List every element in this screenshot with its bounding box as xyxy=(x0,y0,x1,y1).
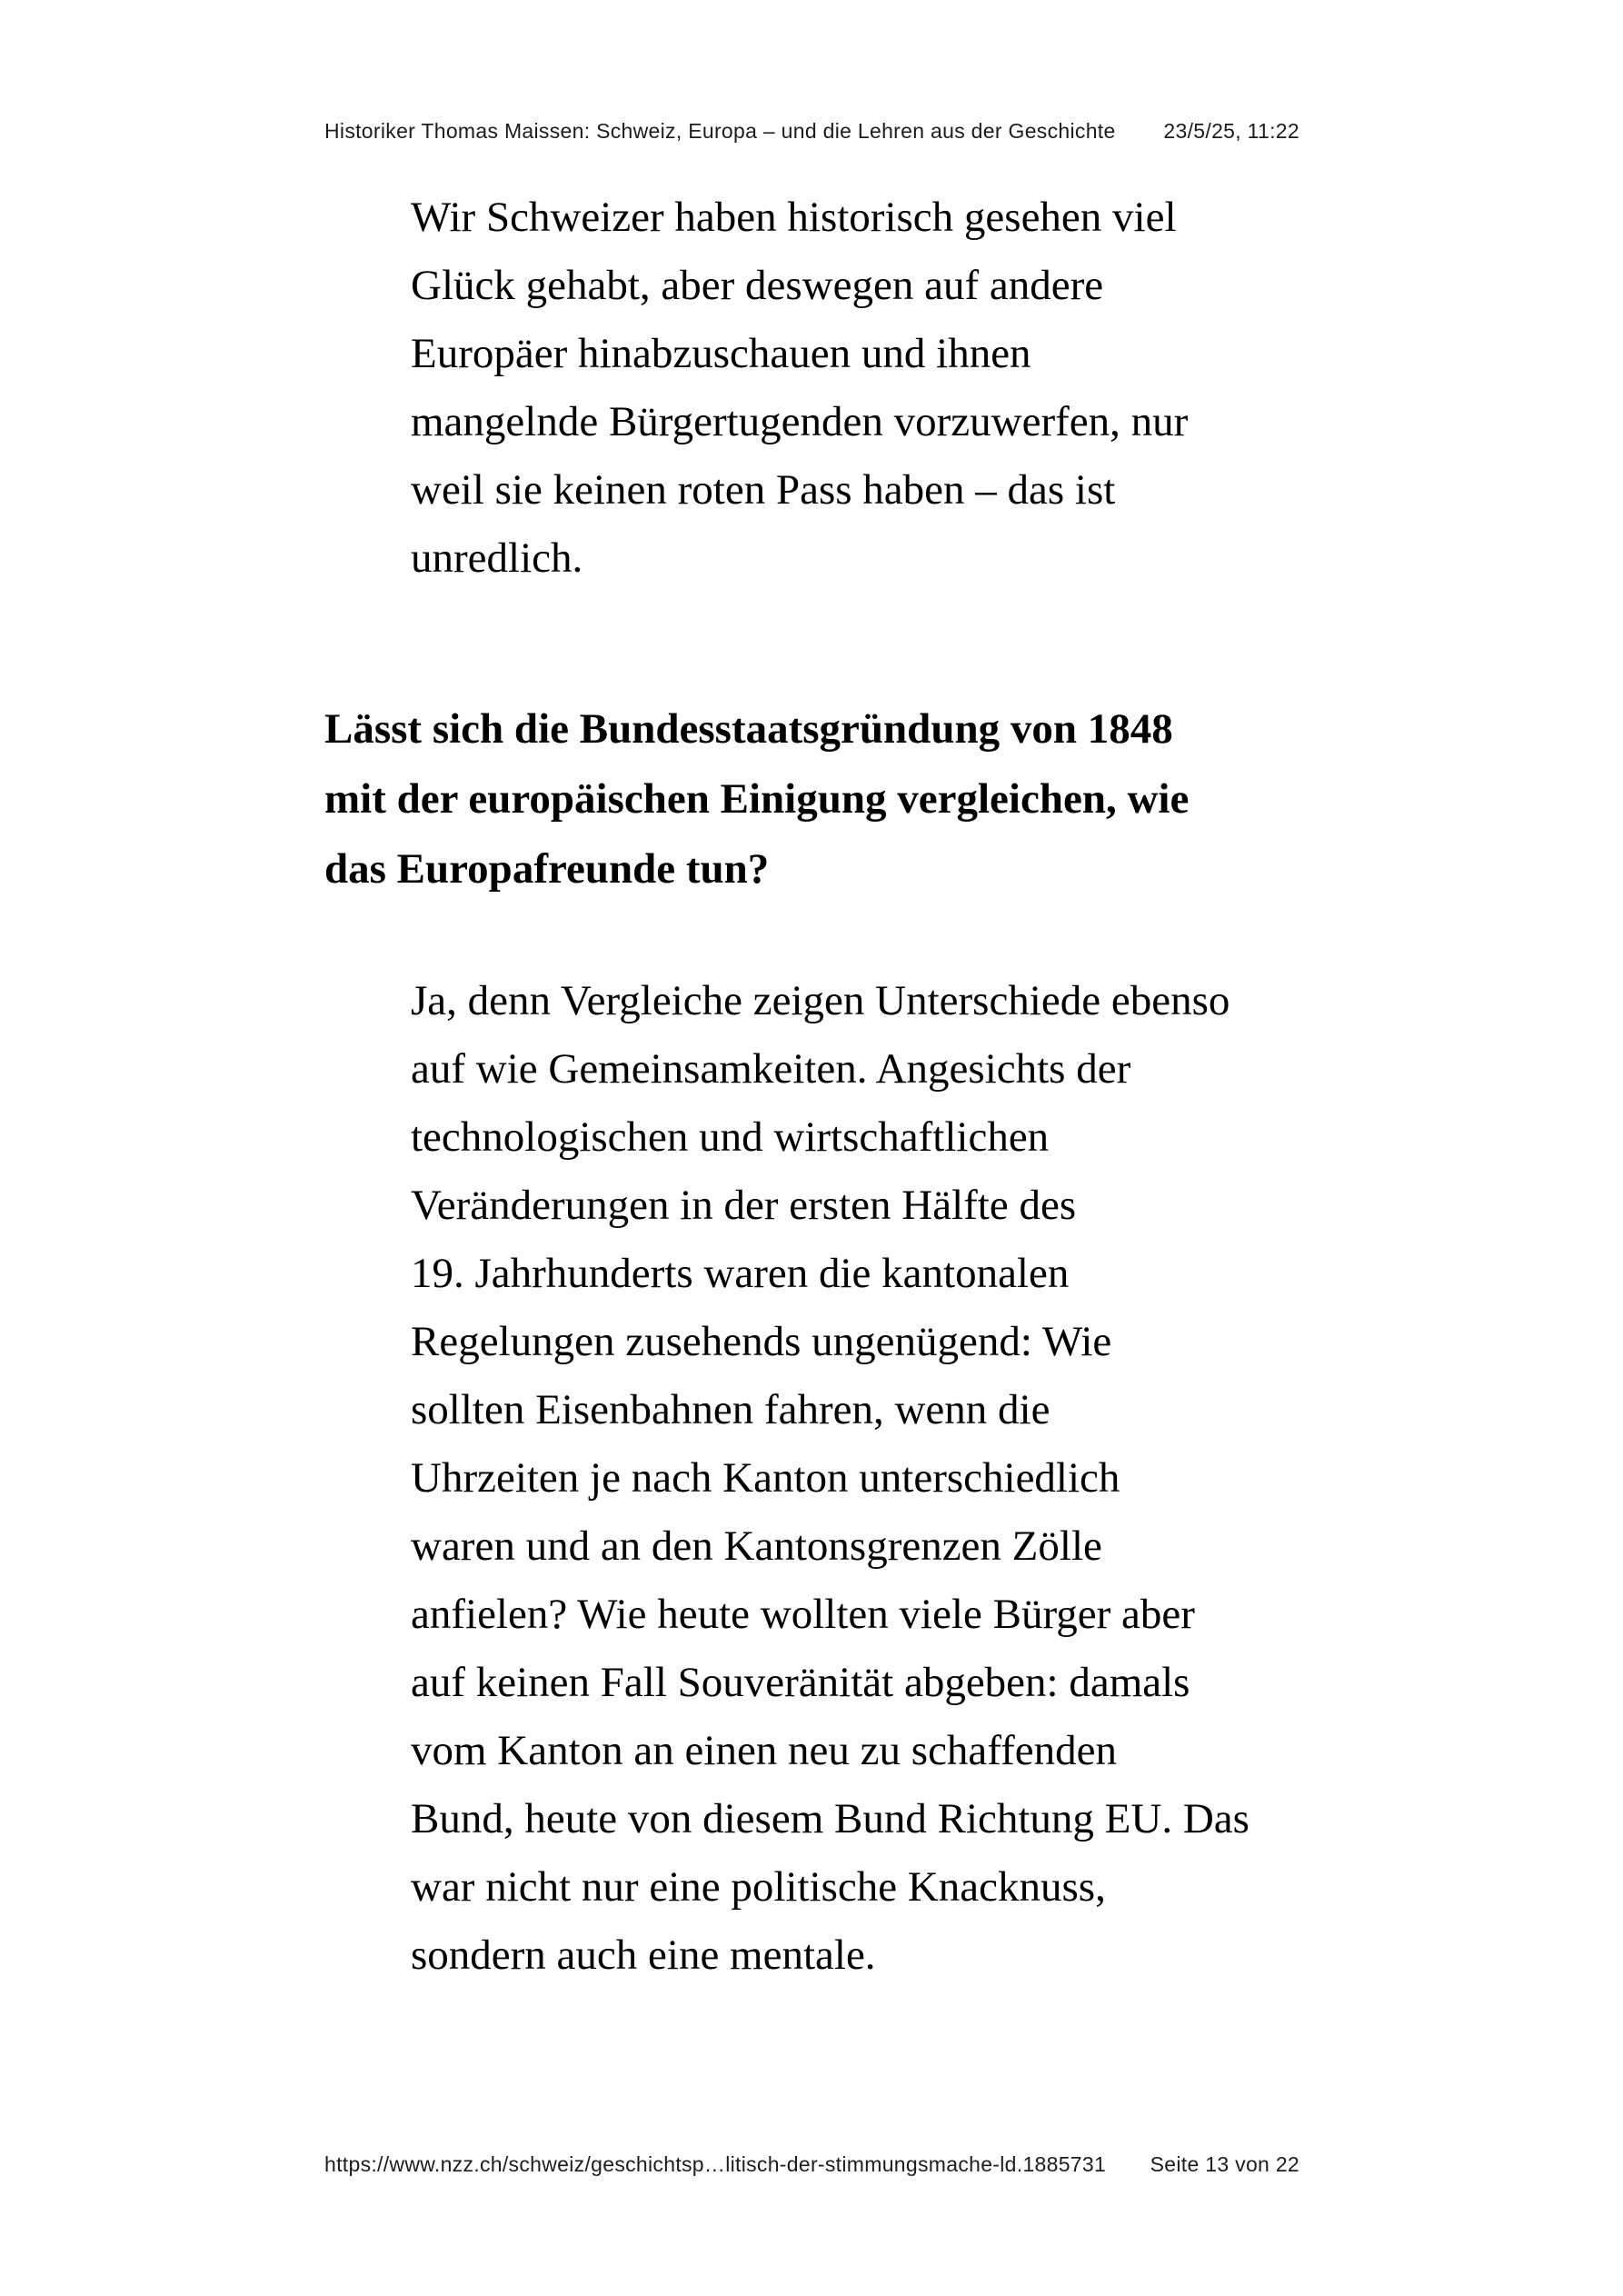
text-line: technologischen und wirtschaftlichen xyxy=(411,1113,1050,1161)
text-line: mangelnde Bürgertugenden vorzuwerfen, nur xyxy=(411,398,1189,445)
print-footer xyxy=(324,2152,1299,2177)
text-line: auf keinen Fall Souveränität abgeben: damals xyxy=(411,1659,1190,1706)
header-title: Historiker Thomas Maissen: Schweiz, Europa – und die Lehren aus der Geschichte xyxy=(324,119,1116,143)
text-line: sondern auch eine mentale. xyxy=(411,1932,876,1979)
answer-paragraph-1 xyxy=(411,184,1188,593)
text-line: Uhrzeiten je nach Kanton unterschiedlich xyxy=(411,1454,1120,1502)
answer-paragraph-2 xyxy=(411,967,1250,1990)
text-line: weil sie keinen roten Pass haben – das ist xyxy=(411,466,1116,514)
text-line: Glück gehabt, aber deswegen auf andere xyxy=(411,262,1104,309)
text-line: Lässt sich die Bundesstaatsgründung von 1848 xyxy=(324,705,1173,753)
text-line: Ja, denn Vergleiche zeigen Unterschiede ebenso xyxy=(411,977,1230,1024)
text-line: Regelungen zusehends ungenügend: Wie xyxy=(411,1318,1112,1365)
text-line: Veränderungen in der ersten Hälfte des xyxy=(411,1182,1077,1229)
text-line: sollten Eisenbahnen fahren, wenn die xyxy=(411,1386,1050,1433)
text-line: waren und an den Kantonsgrenzen Zölle xyxy=(411,1522,1102,1570)
text-line: war nicht nur eine politische Knacknuss, xyxy=(411,1863,1106,1911)
text-line: 19. Jahrhunderts waren die kantonalen xyxy=(411,1250,1070,1297)
text-line: unredlich. xyxy=(411,534,583,582)
text-line: Wir Schweizer haben historisch gesehen viel xyxy=(411,194,1177,241)
interview-question xyxy=(324,694,1189,904)
text-line: vom Kanton an einen neu zu schaffenden xyxy=(411,1727,1117,1774)
text-line: das Europafreunde tun? xyxy=(324,845,770,893)
text-line: mit der europäischen Einigung vergleichen, wie xyxy=(324,775,1190,823)
footer-page-number: Seite 13 von 22 xyxy=(1150,2152,1299,2176)
text-line: Europäer hinabzuschauen und ihnen xyxy=(411,330,1031,377)
header-datetime: 23/5/25, 11:22 xyxy=(1163,119,1299,143)
text-line: auf wie Gemeinsamkeiten. Angesichts der xyxy=(411,1045,1131,1093)
footer-url: https://www.nzz.ch/schweiz/geschichtsp…litisch-der-stimmungsmache-ld.1885731 xyxy=(324,2152,1107,2176)
text-line: Bund, heute von diesem Bund Richtung EU. Das xyxy=(411,1795,1250,1842)
text-line: anfielen? Wie heute wollten viele Bürger aber xyxy=(411,1591,1195,1638)
print-header xyxy=(324,119,1299,144)
